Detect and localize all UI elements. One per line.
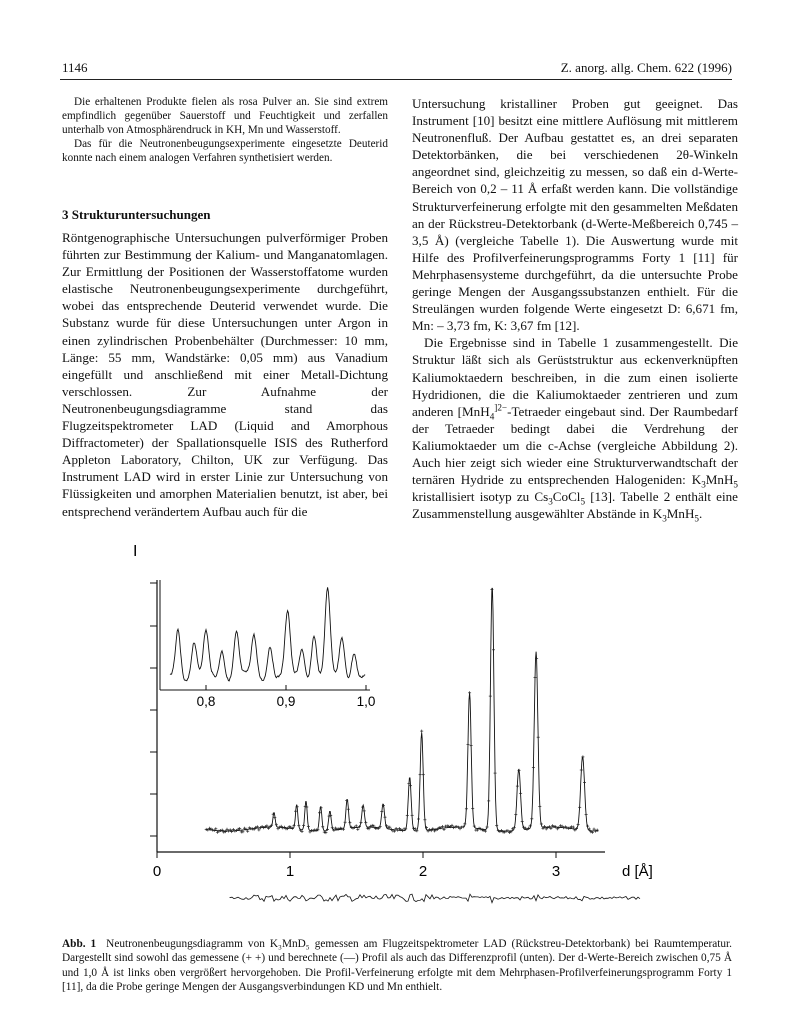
difference-profile-line (230, 894, 640, 903)
paragraph-results: Die Ergebnisse sind in Tabelle 1 zusammengestellt. Die Struktur läßt sich als Gerüststruktur aus eckenverknüpften Kaliumoktaedern beschreiben, in die zum einen isolierte Hydridionen, die die Kaliumoktaeder zentrieren und zum anderen [MnH$_4^{]2-}$-Tetraeder eingebaut sind. Der Raumbedarf der Tetraeder bedingt dabei die Verdrehung der Kaliumoktaeder um die c-Achse (vergleiche Abbildung 2). Auch hier zeigt sich wieder eine Strukturverwandtschaft der ternären Hydride zu entsprechenden Halogeniden: $K_3MnH_5$ kristallisiert isotyp zu $Cs_3CoCl_5$ [13]. Tabelle 2 enthält eine Zusammenstellung ausgewählter Abstände in $K_3MnH_5$. (412, 335, 739, 524)
calculated-profile-line (206, 588, 598, 831)
y-axis-label: I (133, 543, 138, 560)
figure-caption (62, 937, 732, 994)
x-axis-ticks (157, 852, 556, 858)
inset-plot (160, 580, 375, 709)
x-tick-3: 3 (551, 863, 561, 880)
inset-tick-2: 1,0 (356, 694, 376, 709)
caption-label: Abb. 1 (62, 938, 97, 950)
paragraph-deuteride: Das für die Neutronenbeugungsexperimente eingesetzte Deuterid konnte nach einem analogen Verfahren synthetisiert werden. (62, 138, 388, 164)
x-axis-label: d [Å] (622, 863, 653, 880)
section-heading: 3 Strukturuntersuchungen (62, 207, 211, 222)
inset-tick-1: 0,9 (276, 694, 296, 709)
paragraph-instrument: Untersuchung kristalliner Proben gut geeignet. Das Instrument [10] besitzt eine mittlere Auflösung mit mittlerem Neutronenfluß. Der Aufbau gestattet es, an drei separaten Detektorbänken, die bei verschiedenen 2θ-Winkeln angeordnet sind, gleichzeitig zu messen, so daß ein d-Werte-Bereich von 0,2 – 11 Å erfaßt werden kann. Die vollständige Strukturverfeinerung erfolgte mit den gesammelten Meßdaten an der Rückstreu-Detektorbank (d-Werte-Meßbereich 0,745 – 3,5 Å) (vergleiche Tabelle 1). Die Auswertung wurde mit Hilfe des Profilverfeinerungsprogramms Forty 1 [11] für Mehrphasensysteme durchgeführt, da die untersuchte Probe geringe Mengen der Ausgangssubstanzen enthielt. Für die Streulängen wurden folgende Werte eingesetzt D: 6,671 fm, Mn: – 3,73 fm, K: 3,67 fm [12]. (412, 96, 738, 334)
paragraph-structure-study: Röntgenographische Untersuchungen pulverförmiger Proben führten zur Bestimmung der Kalium- und Manganatomlagen. Zur Ermittlung der Positionen der Wasserstoffatome wurden elastische Neutronenbeugungsexperimente durchgeführt, wobei das entsprechende Deuterid verwendet wurde. Die Substanz wurde für diese Untersuchungen unter Argon in einen zylindrischen Probenbehälter (Durchmesser: 10 mm, Länge: 55 mm, Wandstärke: 0,05 mm) aus Vanadium eingefüllt und anschließend mit einer Metall-Dichtung verschlossen. Zur Aufnahme der Neutronenbeugungsdiagramme stand das Flugzeitspektrometer LAD (Liquid and Amorphous Diffractometer) der Spallationsquelle ISIS des Rutherford Appleton Laboratory, Chilton, UK zur Verfügung. Das Instrument LAD wird in erster Linie zur Untersuchung von Flüssigkeiten und amorphen Materialien benutzt, ist aber, bei entsprechend verändertem Aufbau auch für die (62, 230, 388, 519)
x-tick-2: 2 (418, 863, 428, 880)
y-axis-ticks (150, 583, 157, 836)
inset-tick-0: 0,8 (196, 694, 216, 709)
page-number: 1146 (62, 60, 88, 75)
caption-text: Neutronenbeugungsdiagramm von K₃MnD₅ gemessen am Flugzeitspektrometer LAD (Rückstreu-Detektorbank) bei Raumtemperatur. Dargestellt sind sowohl das gemessene (+ +) und berechnete (—) Profil als auch das Differenzprofil (unten). Der d-Werte-Bereich zwischen 0,75 Å und 1,0 Å ist links oben vergrößert hervorgehoben. Die Profil-Verfeinerung erfolgte mit dem Mehrphasen-Profilverfeinerungsprogramm Forty 1 [11], da die Probe geringe Mengen der Ausgangsverbindungen KD und Mn enthielt. (62, 938, 733, 993)
journal-reference: Z. anorg. allg. Chem. 622 (1996) (560, 60, 732, 75)
x-tick-1: 1 (285, 863, 295, 880)
x-tick-0: 0 (152, 863, 162, 880)
paragraph-product: Die erhaltenen Produkte fielen als rosa Pulver an. Sie sind extrem empfindlich gegenüber Sauerstoff und Feuchtigkeit und zerfallen unterhalb von Atmosphärendruck in KH, Mn und Wasserstoff. (62, 96, 388, 136)
inset-profile-line (170, 587, 365, 681)
